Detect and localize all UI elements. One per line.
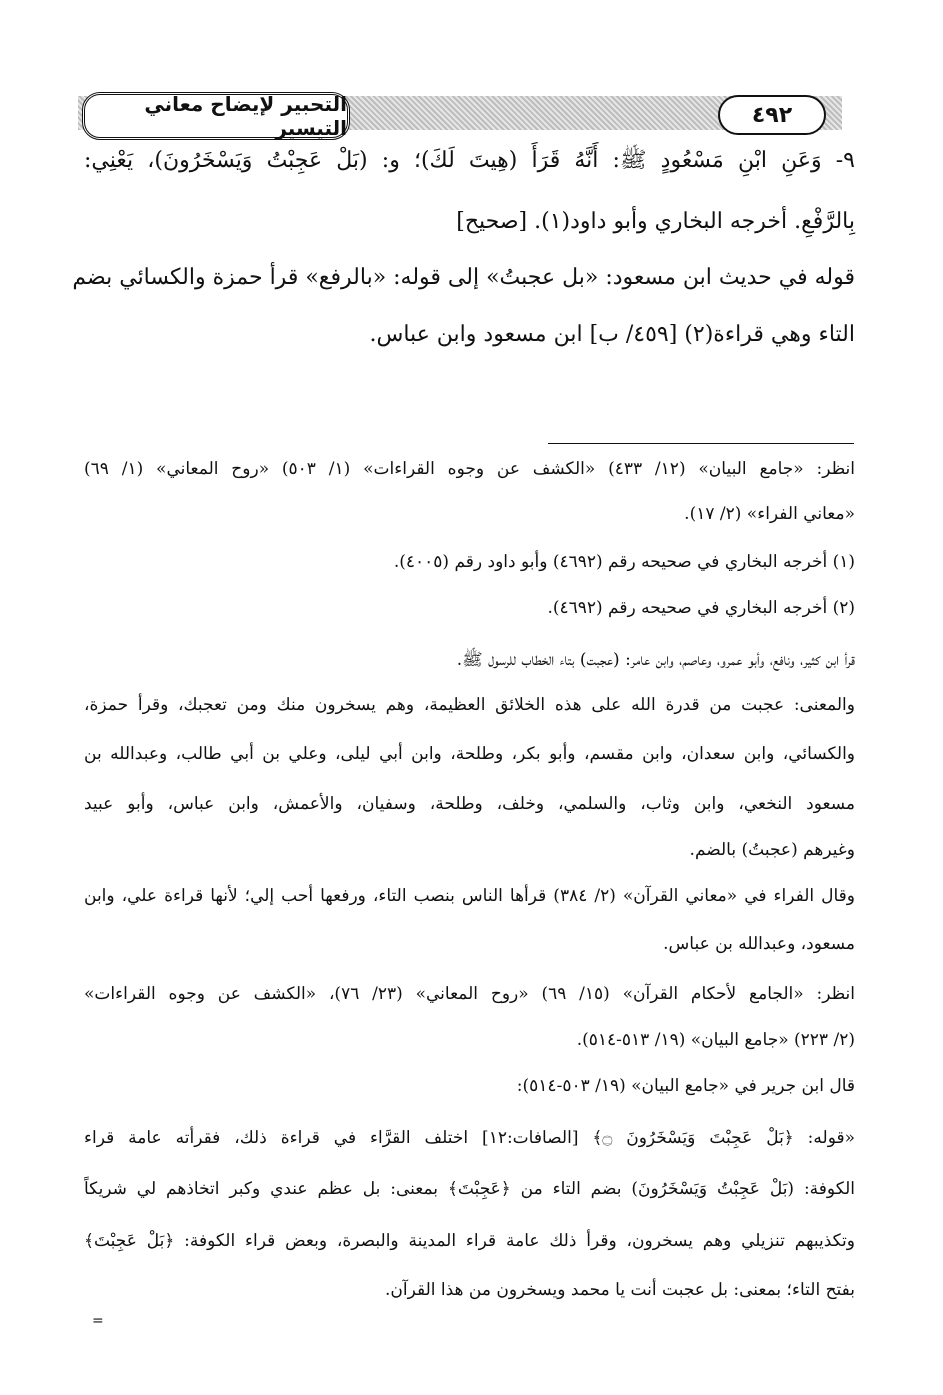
footnote-line: انظر: «جامع البيان» (١٢/ ٤٣٣) «الكشف عن وجوه القراءات» (١/ ٥٠٣) «روح المعاني» (١/ ٦٩) [84,459,856,479]
continuation-mark: = [92,1313,104,1329]
main-line-1: ٩- وَعَنِ ابْنِ مَسْعُودٍ ﷺ: أَنَّهُ قَرَأَ (هِيتَ لَكَ)؛ و: (بَلْ عَجِبْتُ وَيَسْخَرُونَ)، يَعْنِي: [84,148,855,173]
footnote-line: قال ابن جرير في «جامع البيان» (١٩/ ٥٠٣-٥١٤): [516,1076,855,1096]
footnote-line: «معاني الفراء» (٢/ ١٧). [684,504,855,524]
page-number: ٤٩٢ [718,95,826,135]
footnote-line: (٢/ ٢٢٣) «جامع البيان» (١٩/ ٥١٣-٥١٤). [576,1030,855,1050]
book-title: التحبير لإيضاح معاني التيسير [82,92,350,140]
footnote-line: قرأ ابن كثير، ونافع، وأبو عمرو، وعاصم، وابن عامر: (عجبت) بتاء الخطاب للرسول ﷺ. [456,650,855,670]
footnote-line: والمعنى: عجبت من قدرة الله على هذه الخلائق العظيمة، وهم يسخرون منك ومن تعجبك، وقرأ حمزة، [84,695,855,715]
footnote-line: مسعود النخعي، وابن وثاب، والسلمي، وخلف، وطلحة، وسفيان، والأعمش، وابن عباس، وأبو عبيد [84,794,855,814]
footnote-separator [548,443,854,444]
footnote-line: وتكذيبهم تنزيلي وهم يسخرون، وقرأ ذلك عامة قراء المدينة والبصرة، وبعض قراء الكوفة: ﴿بَلْ عَجِبْتَ﴾ [84,1231,855,1251]
footnote-line: (٢) أخرجه البخاري في صحيحه رقم (٤٦٩٢). [547,598,855,618]
footnote-line: وقال الفراء في «معاني القرآن» (٢/ ٣٨٤) قرأها الناس بنصب التاء، ورفعها أحب إلي؛ لأنها قراءة علي، وابن [84,886,855,906]
main-line-2: بِالرَّفْعِ. أخرجه البخاري وأبو داود(١). [صحيح] [456,209,855,234]
footnote-line: بفتح التاء؛ بمعنى: بل عجبت أنت يا محمد ويسخرون من هذا القرآن. [384,1280,855,1300]
footnote-line: والكسائي، وابن سعدان، وابن مقسم، وأبو بكر، وطلحة، وابن أبي ليلى، وعلي بن أبي طالب، وعبدالله بن [84,744,855,764]
main-line-4: التاء وهي قراءة(٢) [٤٥٩/ ب] ابن مسعود وابن عباس. [369,322,855,347]
footnote-line: (١) أخرجه البخاري في صحيحه رقم (٤٦٩٢) وأبو داود رقم (٤٠٠٥). [393,552,855,572]
main-line-3: قوله في حديث ابن مسعود: «بل عجبتُ» إلى قوله: «بالرفع» قرأ حمزة والكسائي بضم [72,265,855,290]
footnote-line: وغيرهم (عجبتُ) بالضم. [689,840,855,860]
footnote-line: «قوله: ﴿بَلْ عَجِبْتَ وَيَسْخَرُونَ ۝﴾ [الصافات:١٢] اختلف القرَّاء في قراءة ذلك، فقرأته عامة قراء [84,1128,856,1148]
footnote-line: انظر: «الجامع لأحكام القرآن» (١٥/ ٦٩) «روح المعاني» (٢٣/ ٧٦)، «الكشف عن وجوه القراءات» [84,984,855,1004]
footnote-line: مسعود، وعبدالله بن عباس. [663,934,855,954]
footnote-line: الكوفة: (بَلْ عَجِبْتُ وَيَسْخَرُونَ) بضم التاء من ﴿عَجِبْتَ﴾ بمعنى: بل عظم عندي وكبر اتخاذهم لي شريكاً [84,1179,855,1199]
